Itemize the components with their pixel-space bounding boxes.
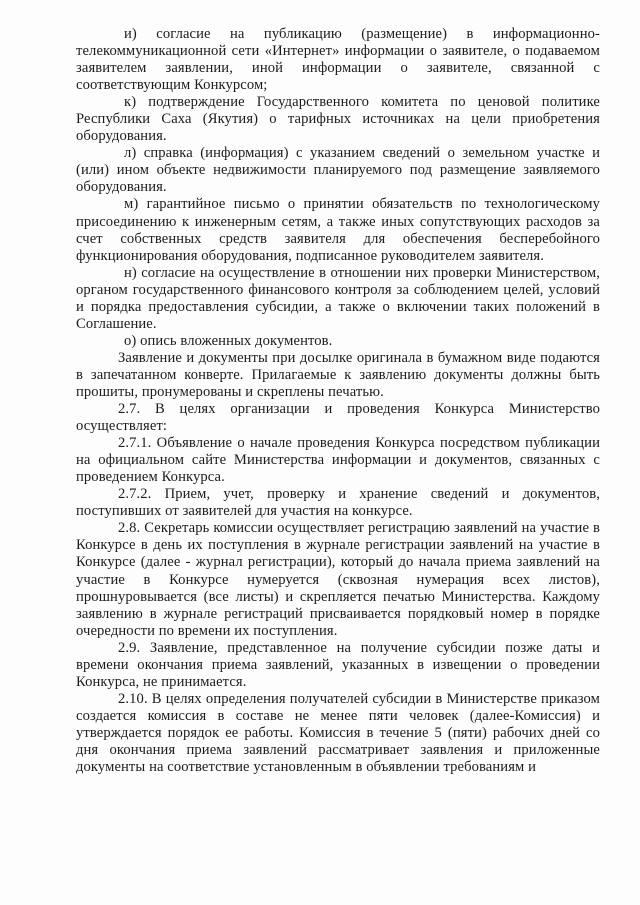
paragraph-sealed-envelope: Заявление и документы при досылке оригинала в бумажном виде подаются в запечатанном конверте. Прилагаемые к заявлению документы должны быть прошиты, пронумерованы и скреплены печатью.: [76, 349, 600, 400]
paragraph-section-2-7-2: 2.7.2. Прием, учет, проверку и хранение сведений и документов, поступивших от заявителей для участия на конкурсе.: [76, 486, 600, 520]
paragraph-tariff-confirmation: к) подтверждение Государственного комитета по ценовой политике Республики Саха (Якутия) о тарифных источниках на цели приобретения оборудования.: [76, 94, 600, 145]
paragraph-section-2-7: 2.7. В целях организации и проведения Конкурса Министерство осуществляет:: [76, 401, 600, 435]
paragraph-consent-publication: и) согласие на публикацию (размещение) в информационно-телекоммуникационной сети «Интернет» информации о заявителе, о подаваемом заявителем заявлении, иной информации о заявителе, связанной с соответствующим Конкурсом;: [76, 26, 600, 94]
paragraph-section-2-7-1: 2.7.1. Объявление о начале проведения Конкурса посредством публикации на официальном сайте Министерства информации и документов, связанных с проведением Конкурса.: [76, 435, 600, 486]
paragraph-guarantee-letter: м) гарантийное письмо о принятии обязательств по технологическому присоединению к инженерным сетям, а также иных сопутствующих расходов за счет собственных средств заявителя для обеспечения бесперебойного функционирования оборудования, подписанное руководителем заявителя.: [76, 196, 600, 264]
paragraph-consent-inspection: н) согласие на осуществление в отношении них проверки Министерством, органом государственного финансового контроля за соблюдением целей, условий и порядка предоставления субсидии, а также о включении таких положений в Соглашение.: [76, 264, 600, 332]
paragraph-inventory: о) опись вложенных документов.: [124, 332, 333, 349]
document-body: [76, 26, 600, 776]
paragraph-section-2-8: 2.8. Секретарь комиссии осуществляет регистрацию заявлений на участие в Конкурсе в день их поступления в журнале регистрации заявлений на участие в Конкурсе (далее - журнал регистрации), который до начала приема заявлений на участие в Конкурсе нумеруется (сквозная нумерация всех листов), прошнуровывается (все листы) и скрепляется печатью Министерства. Каждому заявлению в журнале регистраций присваивается порядковый номер в порядке очередности по времени их поступления.: [76, 520, 600, 639]
paragraph-land-certificate: л) справка (информация) с указанием сведений о земельном участке и (или) ином объекте недвижимости планируемого под размещение заявляемого оборудования.: [76, 145, 600, 196]
paragraph-section-2-10: 2.10. В целях определения получателей субсидии в Министерстве приказом создается комиссия в составе не менее пяти человек (далее-Комиссия) и утверждается порядок ее работы. Комиссия в течение 5 (пяти) рабочих дней со дня окончания приема заявлений рассматривает заявления и приложенные документы на соответствие установленным в объявлении требованиям и: [76, 690, 600, 776]
paragraph-section-2-9: 2.9. Заявление, представленное на получение субсидии позже даты и времени окончания приема заявлений, указанных в извещении о проведении Конкурса, не принимается.: [76, 639, 600, 690]
